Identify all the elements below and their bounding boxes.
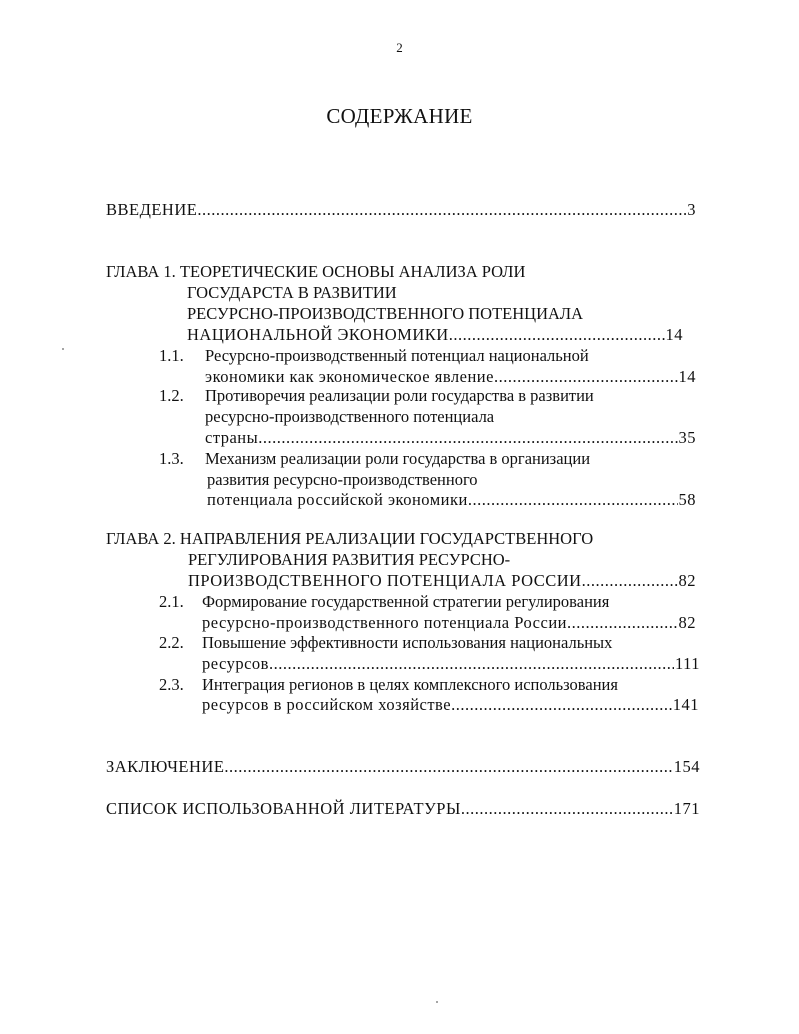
chapter-1-title-line[interactable]: ГЛАВА 1. ТЕОРЕТИЧЕСКИЕ ОСНОВЫ АНАЛИЗА РОЛИ — [106, 262, 526, 281]
section-number: 1.2. — [159, 386, 184, 405]
scan-speck — [62, 348, 64, 350]
toc-page-number: 171 — [673, 799, 700, 818]
leader-dots — [468, 490, 678, 510]
leader-dots — [567, 613, 678, 633]
chapter-2-title-line[interactable]: ГЛАВА 2. НАПРАВЛЕНИЯ РЕАЛИЗАЦИИ ГОСУДАРСТВЕННОГО — [106, 529, 594, 548]
section-title-line[interactable]: Ресурсно-производственный потенциал национальной — [205, 346, 589, 365]
toc-entry-conclusion[interactable] — [106, 757, 700, 777]
section-title-line[interactable]: ресурсно-производственного потенциала — [205, 407, 495, 426]
section-title-line[interactable]: Противоречия реализации роли государства в развитии — [205, 386, 594, 405]
toc-page-number: 14 — [665, 325, 683, 344]
toc-entry-label: потенциала российской экономики — [207, 490, 468, 509]
toc-entry-chapter-1[interactable] — [187, 325, 683, 345]
toc-page-number: 111 — [674, 654, 700, 673]
toc-entry-label: ЗАКЛЮЧЕНИЕ — [106, 757, 225, 776]
section-number: 2.3. — [159, 675, 184, 694]
toc-page-number: 58 — [678, 490, 696, 509]
toc-entry-section-1-1[interactable] — [205, 367, 696, 387]
leader-dots — [269, 654, 674, 674]
section-number: 1.3. — [159, 449, 184, 468]
toc-entry-chapter-2[interactable] — [188, 571, 696, 591]
toc-entry-label: НАЦИОНАЛЬНОЙ ЭКОНОМИКИ — [187, 325, 449, 344]
toc-entry-section-1-3[interactable] — [207, 490, 696, 510]
section-title-line[interactable]: Механизм реализации роли государства в организации — [205, 449, 591, 468]
section-title-line[interactable]: развития ресурсно-производственного — [207, 470, 478, 489]
leader-dots — [451, 695, 672, 715]
toc-entry-section-2-3[interactable] — [202, 695, 699, 715]
toc-entry-section-1-2[interactable] — [205, 428, 696, 448]
toc-page-number: 154 — [673, 757, 700, 776]
leader-dots — [258, 428, 677, 448]
chapter-2-title-line[interactable]: РЕГУЛИРОВАНИЯ РАЗВИТИЯ РЕСУРСНО- — [188, 550, 511, 569]
toc-entry-label: ресурсно-производственного потенциала России — [202, 613, 567, 632]
page-title: СОДЕРЖАНИЕ — [326, 104, 473, 128]
section-number: 2.2. — [159, 633, 184, 652]
section-title-line[interactable]: Интеграция регионов в целях комплексного использования — [202, 675, 618, 694]
chapter-1-title-line[interactable]: РЕСУРСНО-ПРОИЗВОДСТВЕННОГО ПОТЕНЦИАЛА — [187, 304, 584, 323]
leader-dots — [197, 200, 686, 220]
leader-dots — [582, 571, 678, 591]
toc-page-number: 3 — [687, 200, 696, 219]
leader-dots — [494, 367, 678, 387]
toc-entry-section-2-1[interactable] — [202, 613, 696, 633]
scan-speck — [436, 1001, 438, 1003]
toc-page-number: 82 — [678, 613, 696, 632]
toc-page-number: 82 — [678, 571, 696, 590]
toc-entry-label: ресурсов в российском хозяйстве — [202, 695, 452, 714]
toc-page-number: 35 — [678, 428, 696, 447]
toc-entry-label: СПИСОК ИСПОЛЬЗОВАННОЙ ЛИТЕРАТУРЫ — [106, 799, 461, 818]
chapter-1-title-line[interactable]: ГОСУДАРСТА В РАЗВИТИИ — [187, 283, 397, 302]
toc-entry-references[interactable] — [106, 799, 700, 819]
toc-entry-intro[interactable] — [106, 200, 696, 220]
toc-entry-section-2-2[interactable] — [202, 654, 700, 674]
section-title-line[interactable]: Повышение эффективности использования национальных — [202, 633, 613, 652]
section-title-line[interactable]: Формирование государственной стратегии регулирования — [202, 592, 610, 611]
leader-dots — [449, 325, 665, 345]
leader-dots — [224, 757, 672, 777]
leader-dots — [461, 799, 673, 819]
toc-entry-label: экономики как экономическое явление — [205, 367, 494, 386]
toc-page-number: 14 — [678, 367, 696, 386]
toc-page-number: 141 — [672, 695, 699, 714]
section-number: 2.1. — [159, 592, 184, 611]
page-number: 2 — [396, 40, 403, 55]
toc-entry-label: ВВЕДЕНИЕ — [106, 200, 198, 219]
toc-entry-label: страны — [205, 428, 259, 447]
section-number: 1.1. — [159, 346, 184, 365]
toc-entry-label: ресурсов — [202, 654, 269, 673]
toc-entry-label: ПРОИЗВОДСТВЕННОГО ПОТЕНЦИАЛА РОССИИ — [188, 571, 582, 590]
